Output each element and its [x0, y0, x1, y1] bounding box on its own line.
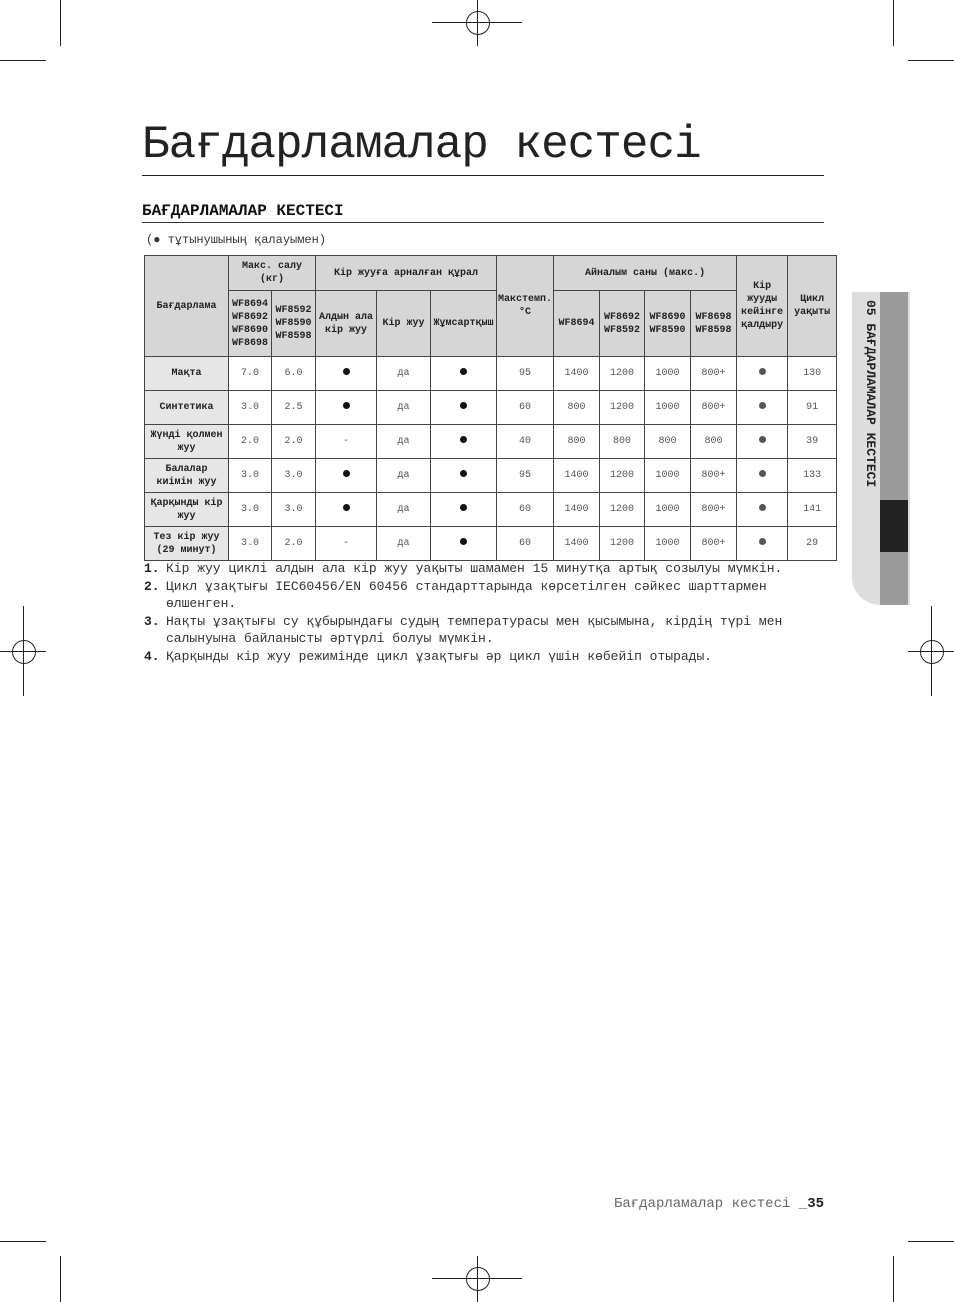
bullet-icon — [759, 368, 766, 375]
header-load-models-b: WF8592 WF8590 WF8598 — [272, 291, 316, 357]
cell-load-b: 3.0 — [272, 459, 316, 493]
crop-mark — [893, 1256, 894, 1302]
header-max-temp: Макстемп. °C — [497, 256, 554, 357]
program-name-cell: Синтетика — [145, 391, 229, 425]
program-table — [144, 255, 837, 561]
footnote-number: 2. — [144, 578, 160, 594]
table-row — [145, 527, 837, 561]
registration-circle — [466, 11, 490, 35]
crop-mark — [0, 60, 46, 61]
cell-load-b: 6.0 — [272, 357, 316, 391]
cell-wash: да — [377, 459, 431, 493]
cell-spin-a: 800 — [554, 391, 600, 425]
cell-softener — [431, 391, 497, 425]
cell-spin-c: 1000 — [645, 357, 691, 391]
cell-spin-b: 800 — [600, 425, 645, 459]
cell-spin-a: 1400 — [554, 357, 600, 391]
cell-delay — [737, 357, 788, 391]
registration-circle — [920, 640, 944, 664]
header-detergent: Кір жууға арналған құрал — [316, 256, 497, 291]
crop-mark — [0, 1241, 46, 1242]
cell-prewash: - — [316, 425, 377, 459]
table-row — [145, 357, 837, 391]
bullet-icon — [460, 368, 467, 375]
footnote-number: 4. — [144, 648, 160, 664]
cell-spin-d: 800+ — [691, 391, 737, 425]
header-max-load: Макс. салу (кг) — [229, 256, 316, 291]
page-footer — [614, 1196, 824, 1212]
footnote — [144, 560, 824, 578]
crop-mark — [893, 0, 894, 46]
cell-spin-a: 800 — [554, 425, 600, 459]
footnote-text: Нақты ұзақтығы су құбырындағы судың температурасы мен қысымына, кірдің түрі мен салынуына байланысты әртүрлі болуы мүмкін. — [166, 613, 783, 646]
bullet-icon — [460, 436, 467, 443]
crop-mark — [908, 1241, 954, 1242]
bullet-icon — [759, 538, 766, 545]
program-name-cell: Мақта — [145, 357, 229, 391]
cell-load-a: 3.0 — [229, 493, 272, 527]
cell-spin-b: 1200 — [600, 391, 645, 425]
cell-temp: 40 — [497, 425, 554, 459]
cell-temp: 95 — [497, 459, 554, 493]
cell-load-a: 3.0 — [229, 391, 272, 425]
bullet-icon — [343, 470, 350, 477]
cell-delay — [737, 493, 788, 527]
header-spin-models-c: WF8690 WF8590 — [645, 291, 691, 357]
cell-softener — [431, 425, 497, 459]
footnote-text: Қарқынды кір жуу режимінде цикл ұзақтығы әр цикл үшін көбейіп отырады. — [166, 648, 713, 664]
header-cycle-time: Цикл уақыты — [788, 256, 837, 357]
footnotes — [144, 560, 824, 665]
bullet-icon — [759, 504, 766, 511]
header-spin-models-d: WF8698 WF8598 — [691, 291, 737, 357]
footnote — [144, 648, 824, 666]
header-prewash: Алдын ала кір жуу — [316, 291, 377, 357]
cell-time: 39 — [788, 425, 837, 459]
cell-temp: 60 — [497, 527, 554, 561]
footnote-text: Цикл ұзақтығы IEC60456/EN 60456 стандарттарында көрсетілген сәйкес шарттармен өлшенген. — [166, 578, 767, 611]
cell-prewash — [316, 391, 377, 425]
cell-delay — [737, 527, 788, 561]
registration-circle — [466, 1267, 490, 1291]
bullet-icon — [460, 402, 467, 409]
footnote — [144, 613, 824, 648]
cell-softener — [431, 357, 497, 391]
cell-load-a: 3.0 — [229, 527, 272, 561]
cell-spin-c: 1000 — [645, 391, 691, 425]
cell-load-b: 2.0 — [272, 527, 316, 561]
header-delay: Кір жууды кейінге қалдыру — [737, 256, 788, 357]
cell-time: 91 — [788, 391, 837, 425]
footer-text: Бағдарламалар кестесі _ — [613, 1196, 808, 1212]
cell-spin-a: 1400 — [554, 527, 600, 561]
footnote-text: Кір жуу циклі алдын ала кір жуу уақыты шамамен 15 минутқа артық созылуы мүмкін. — [166, 561, 783, 576]
bullet-icon — [759, 470, 766, 477]
bullet-icon — [460, 538, 467, 545]
header-program: Бағдарлама — [145, 256, 229, 357]
cell-temp: 95 — [497, 357, 554, 391]
page-title: Бағдарламалар кестесі — [142, 115, 824, 176]
cell-time: 130 — [788, 357, 837, 391]
legend-note: (● тұтынушының қалауымен) — [146, 233, 327, 247]
cell-spin-a: 1400 — [554, 459, 600, 493]
cell-prewash — [316, 493, 377, 527]
cell-spin-a: 1400 — [554, 493, 600, 527]
cell-spin-c: 1000 — [645, 527, 691, 561]
header-softener: Жұмсартқыш — [431, 291, 497, 357]
cell-softener — [431, 459, 497, 493]
bullet-icon — [460, 470, 467, 477]
footnote-number: 3. — [144, 613, 160, 629]
cell-wash: да — [377, 493, 431, 527]
crop-mark — [60, 1256, 61, 1302]
cell-wash: да — [377, 527, 431, 561]
cell-time: 141 — [788, 493, 837, 527]
cell-delay — [737, 459, 788, 493]
crop-mark — [60, 0, 61, 46]
cell-softener — [431, 527, 497, 561]
cell-load-b: 2.5 — [272, 391, 316, 425]
side-tab-strip — [880, 292, 908, 605]
bullet-icon — [759, 436, 766, 443]
cell-spin-d: 800+ — [691, 493, 737, 527]
bullet-icon — [759, 402, 766, 409]
bullet-icon — [343, 368, 350, 375]
cell-wash: да — [377, 391, 431, 425]
footnote-number: 1. — [144, 561, 160, 576]
cell-load-b: 2.0 — [272, 425, 316, 459]
header-spin: Айналым саны (макс.) — [554, 256, 737, 291]
program-name-cell: Қарқынды кір жуу — [145, 493, 229, 527]
cell-spin-d: 800+ — [691, 527, 737, 561]
cell-spin-b: 1200 — [600, 357, 645, 391]
cell-softener — [431, 493, 497, 527]
table-row — [145, 391, 837, 425]
footnote — [144, 578, 824, 613]
cell-spin-d: 800 — [691, 425, 737, 459]
section-title: БАҒДАРЛАМАЛАР КЕСТЕСІ — [142, 202, 824, 223]
bullet-icon — [343, 504, 350, 511]
cell-prewash — [316, 459, 377, 493]
cell-load-a: 3.0 — [229, 459, 272, 493]
cell-load-a: 2.0 — [229, 425, 272, 459]
bullet-icon — [343, 402, 350, 409]
bullet-icon — [460, 504, 467, 511]
cell-spin-b: 1200 — [600, 459, 645, 493]
header-spin-models-b: WF8692 WF8592 — [600, 291, 645, 357]
cell-spin-c: 1000 — [645, 459, 691, 493]
cell-wash: да — [377, 357, 431, 391]
table-row — [145, 425, 837, 459]
program-name-cell: Жүнді қолмен жуу — [145, 425, 229, 459]
program-name-cell: Балалар киімін жуу — [145, 459, 229, 493]
table-row — [145, 493, 837, 527]
cell-spin-d: 800+ — [691, 357, 737, 391]
cell-temp: 60 — [497, 391, 554, 425]
cell-delay — [737, 391, 788, 425]
side-tab-label: 05 БАҒДАРЛАМАЛАР КЕСТЕСІ — [863, 300, 878, 488]
cell-prewash — [316, 357, 377, 391]
header-load-models-a: WF8694 WF8692 WF8690 WF8698 — [229, 291, 272, 357]
table-row — [145, 459, 837, 493]
cell-spin-d: 800+ — [691, 459, 737, 493]
header-spin-models-a: WF8694 — [554, 291, 600, 357]
program-name-cell: Тез кір жуу (29 минут) — [145, 527, 229, 561]
cell-time: 29 — [788, 527, 837, 561]
crop-mark — [908, 60, 954, 61]
cell-spin-c: 800 — [645, 425, 691, 459]
cell-spin-b: 1200 — [600, 493, 645, 527]
registration-circle — [12, 640, 36, 664]
cell-delay — [737, 425, 788, 459]
cell-prewash: - — [316, 527, 377, 561]
side-tab-marker — [880, 500, 908, 552]
page-number: 35 — [807, 1196, 824, 1212]
cell-load-a: 7.0 — [229, 357, 272, 391]
cell-wash: да — [377, 425, 431, 459]
cell-load-b: 3.0 — [272, 493, 316, 527]
cell-spin-b: 1200 — [600, 527, 645, 561]
cell-temp: 60 — [497, 493, 554, 527]
cell-time: 133 — [788, 459, 837, 493]
cell-spin-c: 1000 — [645, 493, 691, 527]
header-wash: Кір жуу — [377, 291, 431, 357]
